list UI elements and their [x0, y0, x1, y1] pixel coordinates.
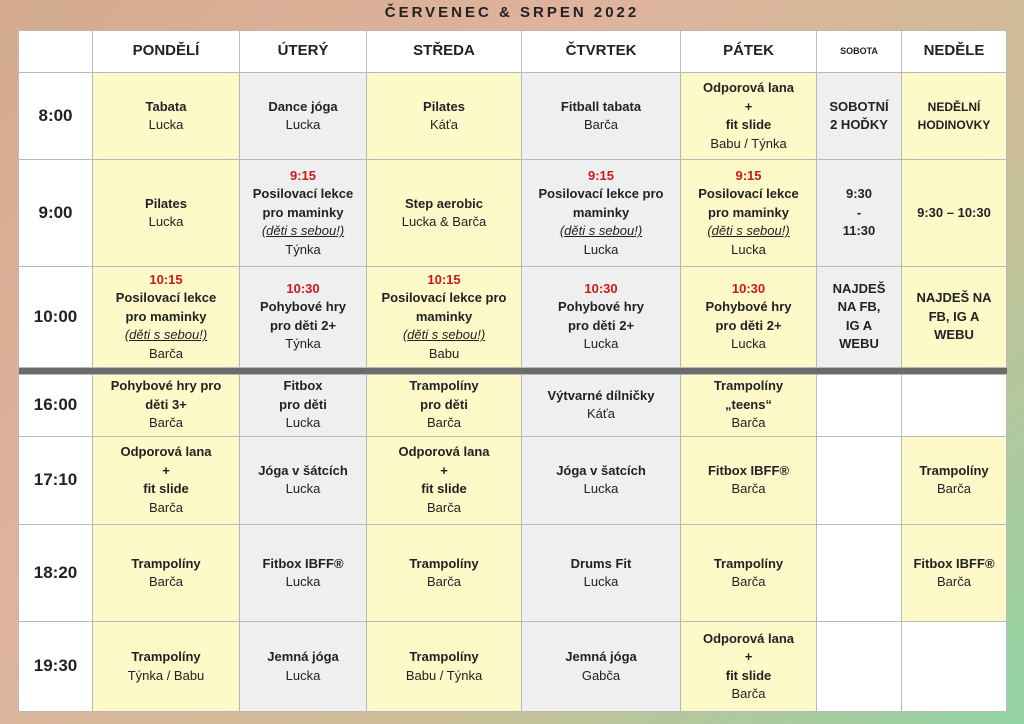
time-cell: 18:20 — [19, 525, 93, 622]
weekend-cell — [902, 73, 1007, 160]
time-cell: 10:00 — [19, 267, 93, 368]
class-name: Drums Fit — [570, 555, 632, 571]
time-cell: 9:00 — [19, 160, 93, 267]
class-cell — [240, 267, 367, 368]
class-name: Odporová lana — [702, 630, 795, 646]
class-cell — [522, 374, 681, 436]
weekend-text: IG A — [845, 317, 873, 333]
row-0900 — [19, 160, 1007, 267]
class-cell — [93, 374, 240, 436]
empty-cell — [817, 374, 902, 436]
class-name: Pohybové hry — [705, 299, 792, 315]
instructor-name: Barča — [149, 415, 183, 431]
row-0800 — [19, 73, 1007, 160]
instructor-name: Lucka & Barča — [401, 214, 487, 230]
weekend-text: SOBOTNÍ — [829, 98, 889, 114]
class-start-time: 10:30 — [286, 280, 320, 296]
instructor-name: Barča — [937, 574, 971, 590]
weekend-cell — [902, 267, 1007, 368]
class-cell — [93, 160, 240, 267]
weekend-text: WEBU — [839, 336, 879, 352]
weekend-text: 9:30 — [845, 186, 873, 202]
instructor-name: Lucka — [285, 574, 321, 590]
class-note: (děti s sebou!) — [402, 327, 486, 343]
class-name: Tabata — [145, 98, 187, 114]
class-cell — [93, 436, 240, 525]
class-name: Výtvarné dílničky — [547, 387, 655, 403]
class-name: Jemná jóga — [565, 649, 637, 665]
weekend-text: FB, IG A — [928, 308, 980, 324]
class-name: Trampolíny — [131, 555, 201, 571]
instructor-name: Barča — [937, 481, 971, 497]
instructor-name: Lucka — [285, 667, 321, 683]
instructor-name: Káťa — [586, 406, 615, 422]
class-cell — [902, 436, 1007, 525]
empty-cell — [817, 525, 902, 622]
class-name: fit slide — [725, 117, 772, 133]
row-1710 — [19, 436, 1007, 525]
class-start-time: 10:15 — [149, 271, 183, 287]
instructor-name: Týnka — [285, 241, 321, 257]
weekend-text: 2 HOĎKY — [830, 117, 888, 133]
class-cell — [522, 267, 681, 368]
class-name: Fitball tabata — [560, 98, 642, 114]
instructor-name: Týnka — [285, 336, 321, 352]
class-start-time: 10:15 — [427, 271, 461, 287]
weekend-text: 11:30 — [842, 223, 876, 239]
class-name: Step aerobic — [404, 195, 484, 211]
class-name: děti 3+ — [145, 396, 187, 412]
class-name: Fitbox IBFF® — [913, 555, 995, 571]
class-cell — [681, 160, 817, 267]
instructor-name: Lucka — [285, 415, 321, 431]
class-cell — [93, 525, 240, 622]
instructor-name: Lucka — [583, 336, 619, 352]
instructor-name: Barča — [427, 499, 461, 515]
weekend-text: NEDĚLNÍ — [927, 99, 981, 114]
class-cell — [240, 374, 367, 436]
plus-sign: + — [744, 649, 753, 665]
class-cell — [240, 73, 367, 160]
instructor-name: Lucka — [583, 241, 619, 257]
class-name: Fitbox IBFF® — [707, 462, 790, 478]
instructor-name: Barča — [731, 481, 766, 497]
class-note: (děti s sebou!) — [707, 223, 790, 239]
class-name: pro děti — [279, 396, 327, 412]
class-name: maminky — [415, 308, 473, 324]
class-cell — [522, 73, 681, 160]
class-name: fit slide — [725, 667, 772, 683]
class-cell — [681, 525, 817, 622]
instructor-name: Lucka — [583, 574, 619, 590]
header-row — [19, 31, 1007, 73]
class-cell — [240, 160, 367, 267]
class-cell — [367, 622, 522, 712]
day-header-monday: PONDĚLÍ — [93, 31, 240, 73]
class-note: (děti s sebou!) — [559, 223, 643, 239]
class-name: Fitbox — [283, 378, 323, 394]
empty-cell — [817, 622, 902, 712]
corner-cell — [19, 31, 93, 73]
empty-cell — [902, 374, 1007, 436]
class-cell — [367, 436, 522, 525]
class-name: Trampolíny — [713, 378, 784, 394]
class-name: Jóga v šátcích — [258, 462, 348, 478]
instructor-name: Lucka — [731, 241, 766, 257]
class-name: pro děti 2+ — [715, 317, 782, 333]
class-name: Trampolíny — [919, 462, 989, 478]
class-name: Trampolíny — [409, 649, 479, 665]
schedule-title: ČERVENEC & SRPEN 2022 — [384, 4, 640, 21]
row-1820 — [19, 525, 1007, 622]
class-cell — [367, 525, 522, 622]
row-1600 — [19, 374, 1007, 436]
class-name: Posilovací lekce pro — [538, 186, 664, 202]
class-cell — [240, 525, 367, 622]
class-cell — [240, 436, 367, 525]
class-name: Posilovací lekce — [252, 186, 354, 202]
class-start-time: 10:30 — [584, 280, 618, 296]
day-header-saturday: SOBOTA — [817, 31, 902, 73]
class-name: Jóga v šatcích — [556, 462, 646, 478]
class-cell — [93, 73, 240, 160]
instructor-name: Babu / Týnka — [405, 667, 483, 683]
class-name: fit slide — [143, 481, 189, 497]
class-name: Jemná jóga — [267, 649, 339, 665]
class-start-time: 9:15 — [587, 167, 615, 183]
class-name: pro maminky — [125, 308, 207, 324]
class-note: (děti s sebou!) — [261, 223, 345, 239]
class-name: Pohybové hry — [558, 299, 644, 315]
instructor-name: Barča — [731, 415, 766, 431]
instructor-name: Barča — [149, 345, 183, 361]
class-cell — [522, 160, 681, 267]
time-cell: 8:00 — [19, 73, 93, 160]
class-name: Odporová lana — [120, 444, 212, 460]
instructor-name: Barča — [731, 574, 766, 590]
weekend-cell — [902, 160, 1007, 267]
class-name: Pilates — [145, 195, 187, 211]
instructor-name: Gabča — [581, 667, 621, 683]
class-cell — [681, 436, 817, 525]
instructor-name: Barča — [427, 574, 461, 590]
class-cell — [681, 73, 817, 160]
class-name: Odporová lana — [398, 444, 490, 460]
morning-afternoon-divider — [19, 367, 1007, 374]
class-name: Posilovací lekce — [698, 186, 799, 202]
divider-bar — [19, 367, 1007, 374]
class-start-time: 9:15 — [289, 167, 317, 183]
class-cell — [681, 622, 817, 712]
instructor-name: Týnka / Babu — [127, 667, 205, 683]
class-name: Pohybové hry — [260, 299, 346, 315]
class-cell — [522, 525, 681, 622]
instructor-name: Babu / Týnka — [710, 135, 787, 151]
day-header-wednesday: STŘEDA — [367, 31, 522, 73]
class-cell — [367, 267, 522, 368]
instructor-name: Lucka — [583, 481, 619, 497]
class-name: Trampolíny — [409, 555, 479, 571]
schedule-table — [18, 30, 1007, 712]
class-name: Trampolíny — [409, 378, 479, 394]
weekend-text: NA FB, — [837, 299, 881, 315]
weekend-text: NAJDEŠ NA — [916, 290, 992, 306]
weekend-cell — [817, 73, 902, 160]
class-name: pro děti — [420, 396, 468, 412]
weekend-text: NAJDEŠ — [832, 280, 886, 296]
class-cell — [522, 622, 681, 712]
class-cell — [522, 436, 681, 525]
instructor-name: Lucka — [148, 117, 184, 133]
day-header-thursday: ČTVRTEK — [522, 31, 681, 73]
class-name: „teens“ — [725, 396, 772, 412]
class-note: (děti s sebou!) — [124, 327, 208, 343]
day-header-friday: PÁTEK — [681, 31, 817, 73]
class-cell — [93, 622, 240, 712]
instructor-name: Lucka — [731, 336, 766, 352]
weekend-text: HODINOVKY — [917, 118, 991, 133]
class-cell — [902, 525, 1007, 622]
weekend-text: - — [856, 204, 862, 220]
day-header-tuesday: ÚTERÝ — [240, 31, 367, 73]
instructor-name: Babu — [428, 345, 460, 361]
class-name: Odporová lana — [702, 80, 795, 96]
day-header-sunday: NEDĚLE — [902, 31, 1007, 73]
class-start-time: 9:15 — [735, 167, 762, 183]
instructor-name: Barča — [731, 686, 766, 702]
empty-cell — [902, 622, 1007, 712]
instructor-name: Lucka — [285, 481, 321, 497]
class-cell — [367, 73, 522, 160]
empty-cell — [817, 436, 902, 525]
class-name: Fitbox IBFF® — [262, 555, 344, 571]
instructor-name: Barča — [427, 415, 461, 431]
class-cell — [681, 267, 817, 368]
plus-sign: + — [744, 98, 753, 114]
class-cell — [93, 267, 240, 368]
class-name: Dance jóga — [268, 98, 338, 114]
row-1000 — [19, 267, 1007, 368]
class-name: fit slide — [421, 481, 467, 497]
class-cell — [367, 374, 522, 436]
class-name: pro děti 2+ — [269, 317, 337, 333]
class-name: pro maminky — [708, 204, 789, 220]
time-cell: 16:00 — [19, 374, 93, 436]
class-cell — [240, 622, 367, 712]
class-name: maminky — [572, 204, 630, 220]
class-cell — [681, 374, 817, 436]
class-name: Trampolíny — [713, 555, 784, 571]
row-1930 — [19, 622, 1007, 712]
plus-sign: + — [440, 462, 448, 478]
weekend-text: 9:30 – 10:30 — [917, 204, 991, 220]
class-start-time: 10:30 — [731, 280, 766, 296]
instructor-name: Barča — [149, 499, 183, 515]
instructor-name: Lucka — [285, 117, 321, 133]
time-cell: 19:30 — [19, 622, 93, 712]
class-name: Pohybové hry pro — [110, 378, 222, 394]
instructor-name: Lucka — [148, 214, 184, 230]
instructor-name: Barča — [584, 117, 618, 133]
class-name: pro děti 2+ — [567, 317, 635, 333]
weekend-text: WEBU — [934, 327, 974, 343]
instructor-name: Káťa — [429, 117, 458, 133]
instructor-name: Barča — [149, 574, 183, 590]
plus-sign: + — [162, 462, 170, 478]
class-name: Trampolíny — [131, 649, 201, 665]
weekend-cell — [817, 267, 902, 368]
weekend-cell — [817, 160, 902, 267]
class-cell — [367, 160, 522, 267]
class-name: pro maminky — [262, 204, 344, 220]
time-cell: 17:10 — [19, 436, 93, 525]
class-name: Posilovací lekce — [115, 290, 217, 306]
class-name: Pilates — [423, 98, 465, 114]
class-name: Posilovací lekce pro — [381, 290, 507, 306]
